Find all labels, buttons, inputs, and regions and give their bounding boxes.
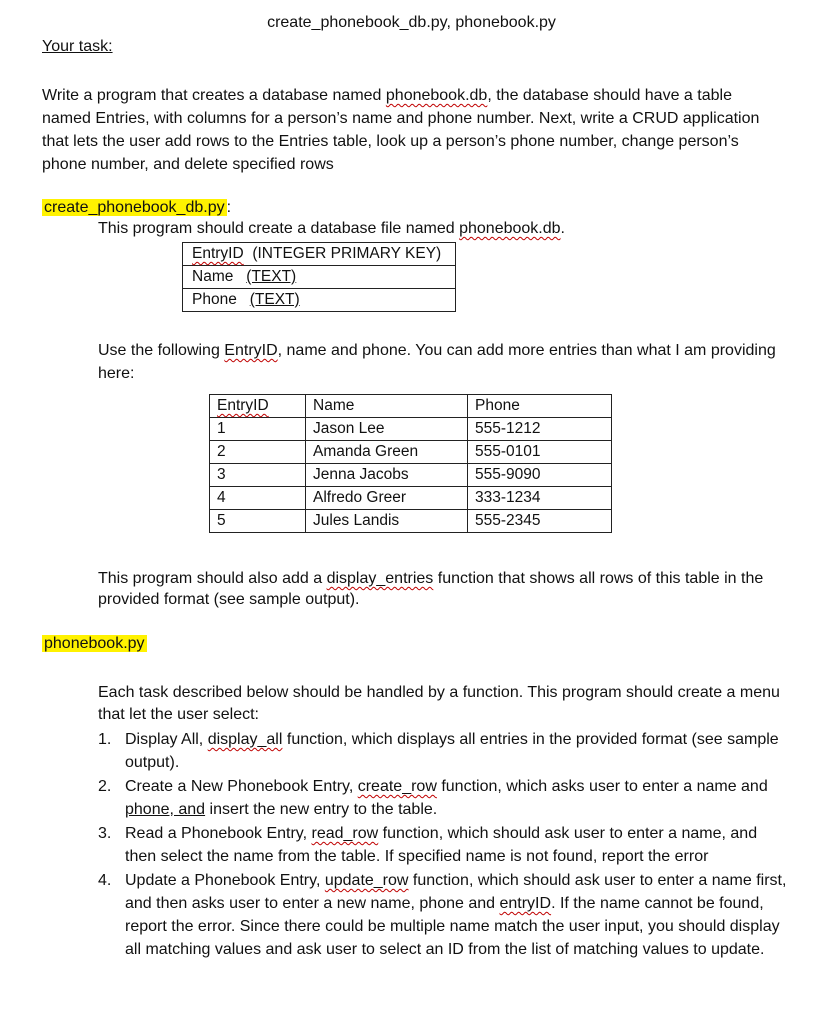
section1-heading xyxy=(42,199,231,217)
item-fn: read_row xyxy=(311,825,379,842)
display-text-b: function that shows all rows of this table in the provided format (see sample output). xyxy=(98,570,764,608)
schema-type: (TEXT) xyxy=(249,291,300,308)
item-text-a: Display All, xyxy=(125,731,208,748)
schema-type: (INTEGER PRIMARY KEY) xyxy=(252,245,442,262)
table-header-row xyxy=(210,395,612,418)
item-text-a: Create a New Phonebook Entry, xyxy=(125,778,358,795)
table-header-cell xyxy=(210,395,306,418)
table-cell: Jason Lee xyxy=(306,418,468,441)
table-cell: Amanda Green xyxy=(306,441,468,464)
table-row xyxy=(210,441,612,464)
table-cell: Alfredo Greer xyxy=(306,487,468,510)
task-list xyxy=(98,728,788,962)
schema-row xyxy=(183,243,456,266)
item-text-c: insert the new entry to the table. xyxy=(205,801,438,818)
table-header-cell: Name xyxy=(306,395,468,418)
table-cell: 555-0101 xyxy=(468,441,612,464)
table-cell: Jenna Jacobs xyxy=(306,464,468,487)
table-cell: 2 xyxy=(210,441,306,464)
schema-cell xyxy=(183,243,456,266)
display-text-a: This program should also add a xyxy=(98,570,327,587)
table-row xyxy=(210,487,612,510)
table-cell: 333-1234 xyxy=(468,487,612,510)
table-cell: Jules Landis xyxy=(306,510,468,533)
table-cell: 3 xyxy=(210,464,306,487)
table-cell: 555-1212 xyxy=(468,418,612,441)
item-number: 2. xyxy=(98,778,112,795)
schema-row xyxy=(183,289,456,312)
header-entryid: EntryID xyxy=(217,397,269,414)
schema-col: Name xyxy=(192,268,234,285)
list-item xyxy=(98,775,788,821)
table-cell: 1 xyxy=(210,418,306,441)
table-cell: 5 xyxy=(210,510,306,533)
item-text-c: . If the name cannot be found, report the error. Since there could be multiple name match the user input, you should display all matching values and ask user to select an ID from the list of matching values to update. xyxy=(125,895,780,958)
item-text-b: function, which should ask user to enter a name, and then select the name from the table. If specified name is not found, report the error xyxy=(125,825,758,865)
list-item xyxy=(98,869,788,961)
schema-col: EntryID xyxy=(192,245,244,262)
item-fn: display_all xyxy=(207,731,283,748)
schema-cell xyxy=(183,266,456,289)
section1-title: create_phonebook_db.py xyxy=(44,199,225,216)
table-row xyxy=(210,464,612,487)
task-label: Your task: xyxy=(42,38,113,55)
table-cell: 555-9090 xyxy=(468,464,612,487)
table-row xyxy=(210,418,612,441)
item-text-b: function, which should ask user to enter a name first, and then asks user to enter a new name, phone and xyxy=(125,872,787,912)
item-number: 4. xyxy=(98,872,112,889)
table-cell: 4 xyxy=(210,487,306,510)
section1-desc-a: This program should create a database file named xyxy=(98,220,460,237)
item-fn: create_row xyxy=(357,778,437,795)
item-text-b: function, which asks user to enter a name and xyxy=(436,778,768,795)
display-fn: display_entries xyxy=(326,570,434,587)
schema-row xyxy=(183,266,456,289)
list-item xyxy=(98,728,788,774)
use-paragraph xyxy=(98,339,788,385)
table-header-cell: Phone xyxy=(468,395,612,418)
table-cell: 555-2345 xyxy=(468,510,612,533)
document-header: create_phonebook_db.py, phonebook.py xyxy=(267,14,556,31)
schema-table xyxy=(182,242,456,312)
item-number: 3. xyxy=(98,825,112,842)
item-text-b: function, which displays all entries in the provided format (see sample output). xyxy=(125,731,779,771)
use-text-b: , name and phone. You can add more entries than what I am providing here: xyxy=(98,342,776,382)
use-entryid: EntryID xyxy=(224,342,278,359)
section1-colon: : xyxy=(226,199,232,216)
display-paragraph xyxy=(98,568,788,610)
intro-text-a: Write a program that creates a database named xyxy=(42,87,386,104)
item-fn: update_row xyxy=(324,872,409,889)
schema-type: (TEXT) xyxy=(246,268,297,285)
item-number: 1. xyxy=(98,731,112,748)
schema-cell xyxy=(183,289,456,312)
section1-db-name: phonebook.db xyxy=(459,220,561,237)
section2-title: phonebook.py xyxy=(44,635,145,652)
item-text-a: Read a Phonebook Entry, xyxy=(125,825,312,842)
item-fn2: entryID xyxy=(499,895,552,912)
db-name: phonebook.db xyxy=(385,87,488,104)
item-underlined: phone, and xyxy=(125,801,206,818)
section2-heading xyxy=(42,635,147,653)
use-text-a: Use the following xyxy=(98,342,225,359)
intro-text-b: , the database should have a table named Entries, with columns for a person’s name and phone number. Next, write a CRUD application that lets the user add rows to the Entries table, look up a person’s phone number, change person’s phone number, and delete specified rows xyxy=(42,87,760,173)
each-paragraph: Each task described below should be handled by a function. This program should create a menu that let the user select: xyxy=(98,684,780,723)
intro-paragraph xyxy=(42,84,782,176)
section1-description xyxy=(98,220,565,238)
entries-table xyxy=(209,394,612,533)
schema-col: Phone xyxy=(192,291,237,308)
section1-desc-b: . xyxy=(560,220,565,237)
table-row xyxy=(210,510,612,533)
item-text-a: Update a Phonebook Entry, xyxy=(125,872,325,889)
list-item xyxy=(98,822,788,868)
